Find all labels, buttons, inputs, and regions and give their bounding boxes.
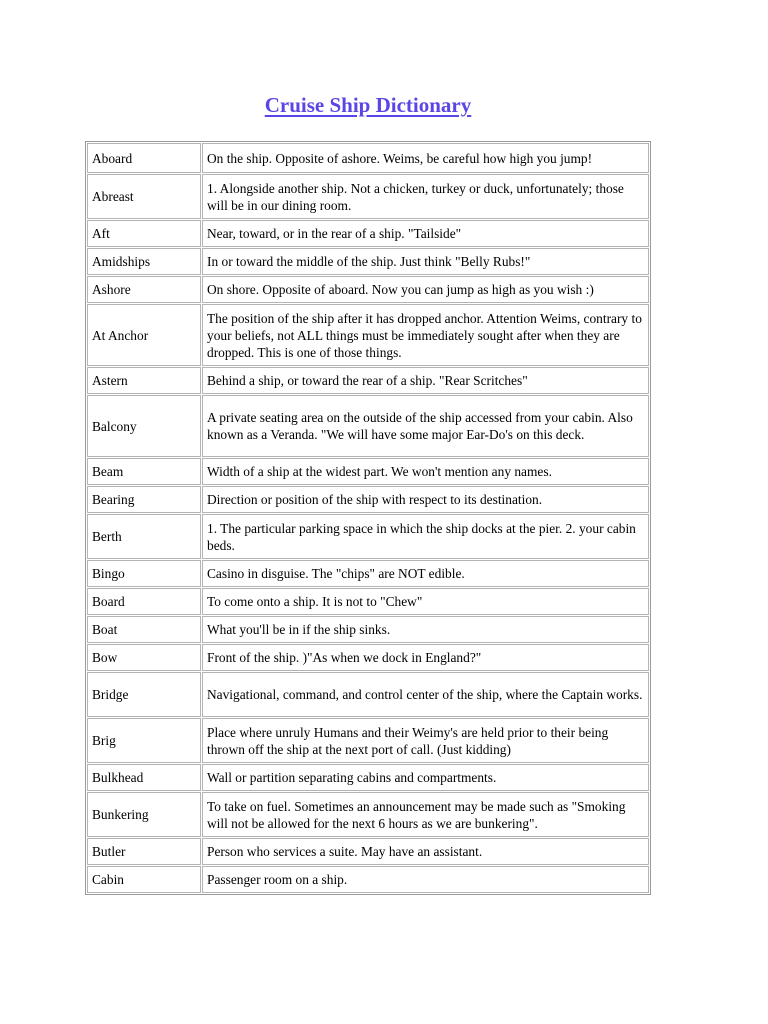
term-cell: Bulkhead bbox=[87, 764, 201, 791]
term-cell: Balcony bbox=[87, 395, 201, 457]
definition-cell: 1. The particular parking space in which the ship docks at the pier. 2. your cabin beds. bbox=[202, 514, 649, 559]
definition-cell: In or toward the middle of the ship. Just think "Belly Rubs!" bbox=[202, 248, 649, 275]
table-row bbox=[87, 764, 649, 791]
table-row bbox=[87, 838, 649, 865]
definition-cell: Place where unruly Humans and their Weimy's are held prior to their being thrown off the ship at the next port of call. (Just kidding) bbox=[202, 718, 649, 763]
table-row bbox=[87, 718, 649, 763]
definition-cell: Front of the ship. )"As when we dock in England?" bbox=[202, 644, 649, 671]
definition-cell: To come onto a ship. It is not to "Chew" bbox=[202, 588, 649, 615]
term-cell: Board bbox=[87, 588, 201, 615]
term-cell: Abreast bbox=[87, 174, 201, 219]
definition-cell: Width of a ship at the widest part. We won't mention any names. bbox=[202, 458, 649, 485]
term-cell: Bunkering bbox=[87, 792, 201, 837]
table-row bbox=[87, 514, 649, 559]
table-row bbox=[87, 395, 649, 457]
definition-cell: Person who services a suite. May have an assistant. bbox=[202, 838, 649, 865]
definition-cell: A private seating area on the outside of the ship accessed from your cabin. Also known as a Veranda. "We will have some major Ear-Do's on this deck. bbox=[202, 395, 649, 457]
table-row bbox=[87, 174, 649, 219]
term-cell: Beam bbox=[87, 458, 201, 485]
definition-cell: Casino in disguise. The "chips" are NOT edible. bbox=[202, 560, 649, 587]
definition-cell: Direction or position of the ship with respect to its destination. bbox=[202, 486, 649, 513]
term-cell: Cabin bbox=[87, 866, 201, 893]
definition-cell: On the ship. Opposite of ashore. Weims, be careful how high you jump! bbox=[202, 143, 649, 173]
table-row bbox=[87, 458, 649, 485]
term-cell: Amidships bbox=[87, 248, 201, 275]
definition-cell: The position of the ship after it has dropped anchor. Attention Weims, contrary to your beliefs, not ALL things must be immediately sought after when they are dropped. This is one of those things. bbox=[202, 304, 649, 366]
table-row bbox=[87, 644, 649, 671]
term-cell: Bearing bbox=[87, 486, 201, 513]
dictionary-table bbox=[85, 141, 651, 895]
term-cell: Aft bbox=[87, 220, 201, 247]
table-row bbox=[87, 248, 649, 275]
table-row bbox=[87, 220, 649, 247]
table-row bbox=[87, 616, 649, 643]
term-cell: At Anchor bbox=[87, 304, 201, 366]
term-cell: Aboard bbox=[87, 143, 201, 173]
term-cell: Bow bbox=[87, 644, 201, 671]
definition-cell: 1. Alongside another ship. Not a chicken, turkey or duck, unfortunately; those will be in our dining room. bbox=[202, 174, 649, 219]
definition-cell: On shore. Opposite of aboard. Now you can jump as high as you wish :) bbox=[202, 276, 649, 303]
term-cell: Berth bbox=[87, 514, 201, 559]
term-cell: Ashore bbox=[87, 276, 201, 303]
table-row bbox=[87, 304, 649, 366]
table-row bbox=[87, 367, 649, 394]
table-row bbox=[87, 143, 649, 173]
table-row bbox=[87, 672, 649, 717]
definition-cell: Wall or partition separating cabins and compartments. bbox=[202, 764, 649, 791]
table-row bbox=[87, 560, 649, 587]
term-cell: Brig bbox=[87, 718, 201, 763]
term-cell: Bridge bbox=[87, 672, 201, 717]
definition-cell: To take on fuel. Sometimes an announcement may be made such as "Smoking will not be allowed for the next 6 hours as we are bunkering". bbox=[202, 792, 649, 837]
definition-cell: Navigational, command, and control center of the ship, where the Captain works. bbox=[202, 672, 649, 717]
term-cell: Bingo bbox=[87, 560, 201, 587]
definition-cell: Behind a ship, or toward the rear of a ship. "Rear Scritches" bbox=[202, 367, 649, 394]
term-cell: Butler bbox=[87, 838, 201, 865]
definition-cell: What you'll be in if the ship sinks. bbox=[202, 616, 649, 643]
document-title: Cruise Ship Dictionary bbox=[264, 93, 472, 117]
definition-cell: Passenger room on a ship. bbox=[202, 866, 649, 893]
term-cell: Astern bbox=[87, 367, 201, 394]
table-row bbox=[87, 588, 649, 615]
definition-cell: Near, toward, or in the rear of a ship. "Tailside" bbox=[202, 220, 649, 247]
table-row bbox=[87, 276, 649, 303]
table-row bbox=[87, 486, 649, 513]
term-cell: Boat bbox=[87, 616, 201, 643]
table-row bbox=[87, 866, 649, 893]
table-row bbox=[87, 792, 649, 837]
